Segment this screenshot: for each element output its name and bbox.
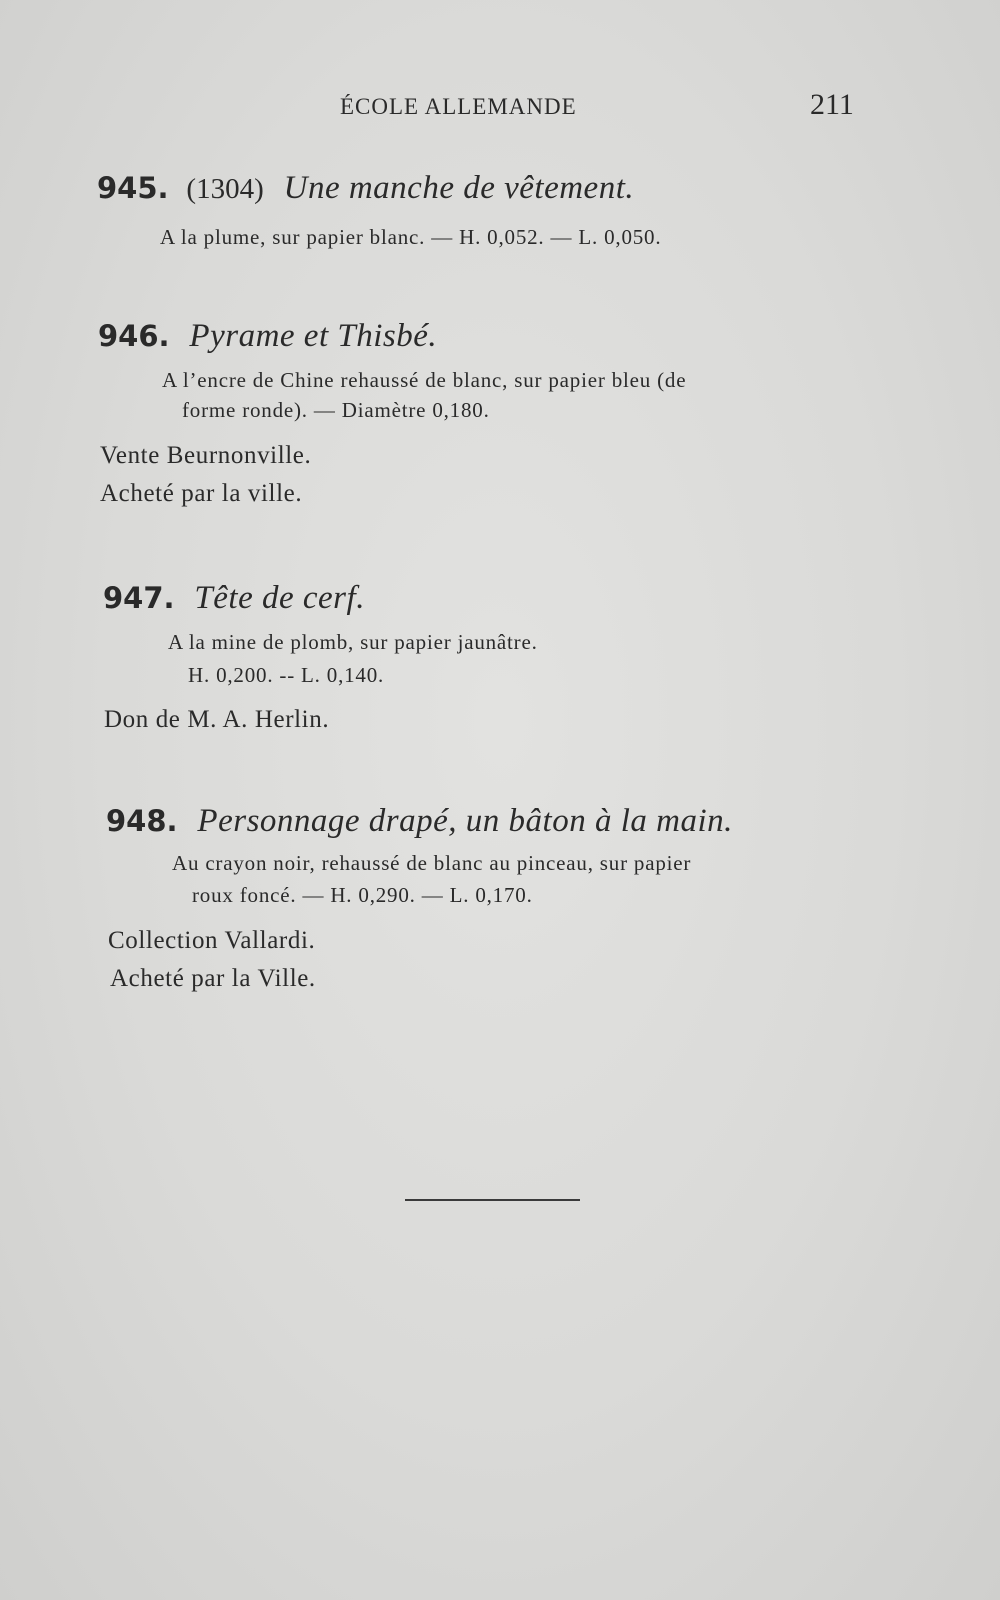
entry-description-line: Au crayon noir, rehaussé de blanc au pinceau, sur papier	[172, 851, 692, 875]
entry-heading	[106, 803, 733, 840]
entry-heading	[103, 580, 365, 617]
entry-heading	[97, 170, 634, 207]
entry-title: Une manche de vêtement.	[283, 170, 635, 206]
entry-provenance: Collection Vallardi.	[108, 927, 316, 954]
entry-reference: (1304)	[186, 173, 264, 205]
entry-description-line: A la mine de plomb, sur papier jaunâtre.	[168, 630, 538, 654]
entry-number: 945.	[97, 171, 169, 205]
entry-provenance: Acheté par la Ville.	[110, 965, 316, 992]
entry-description-line: roux foncé. — H. 0,290. — L. 0,170.	[192, 883, 533, 907]
entry-description-line: H. 0,200. -- L. 0,140.	[188, 663, 385, 687]
entry-number: 948.	[106, 804, 178, 838]
entry-description-line: A l’encre de Chine rehaussé de blanc, sur papier bleu (de	[162, 368, 687, 392]
entry-number: 947.	[103, 581, 175, 615]
running-title: ÉCOLE ALLEMANDE	[340, 94, 577, 119]
page-number: 211	[810, 88, 854, 121]
entry-number: 946.	[98, 319, 170, 353]
entry-provenance: Vente Beurnonville.	[100, 442, 312, 469]
section-end-rule	[405, 1199, 580, 1201]
entry-description-line: A la plume, sur papier blanc. — H. 0,052. — L. 0,050.	[160, 225, 662, 249]
page-header	[0, 88, 1000, 128]
entry-description-line: forme ronde). — Diamètre 0,180.	[182, 398, 490, 422]
entry-title: Personnage drapé, un bâton à la main.	[197, 803, 733, 839]
entry-title: Pyrame et Thisbé.	[189, 318, 438, 354]
entry-title: Tête de cerf.	[194, 580, 365, 616]
entry-heading	[98, 318, 437, 355]
entry-provenance: Acheté par la ville.	[100, 480, 303, 507]
entry-provenance: Don de M. A. Herlin.	[104, 706, 330, 733]
